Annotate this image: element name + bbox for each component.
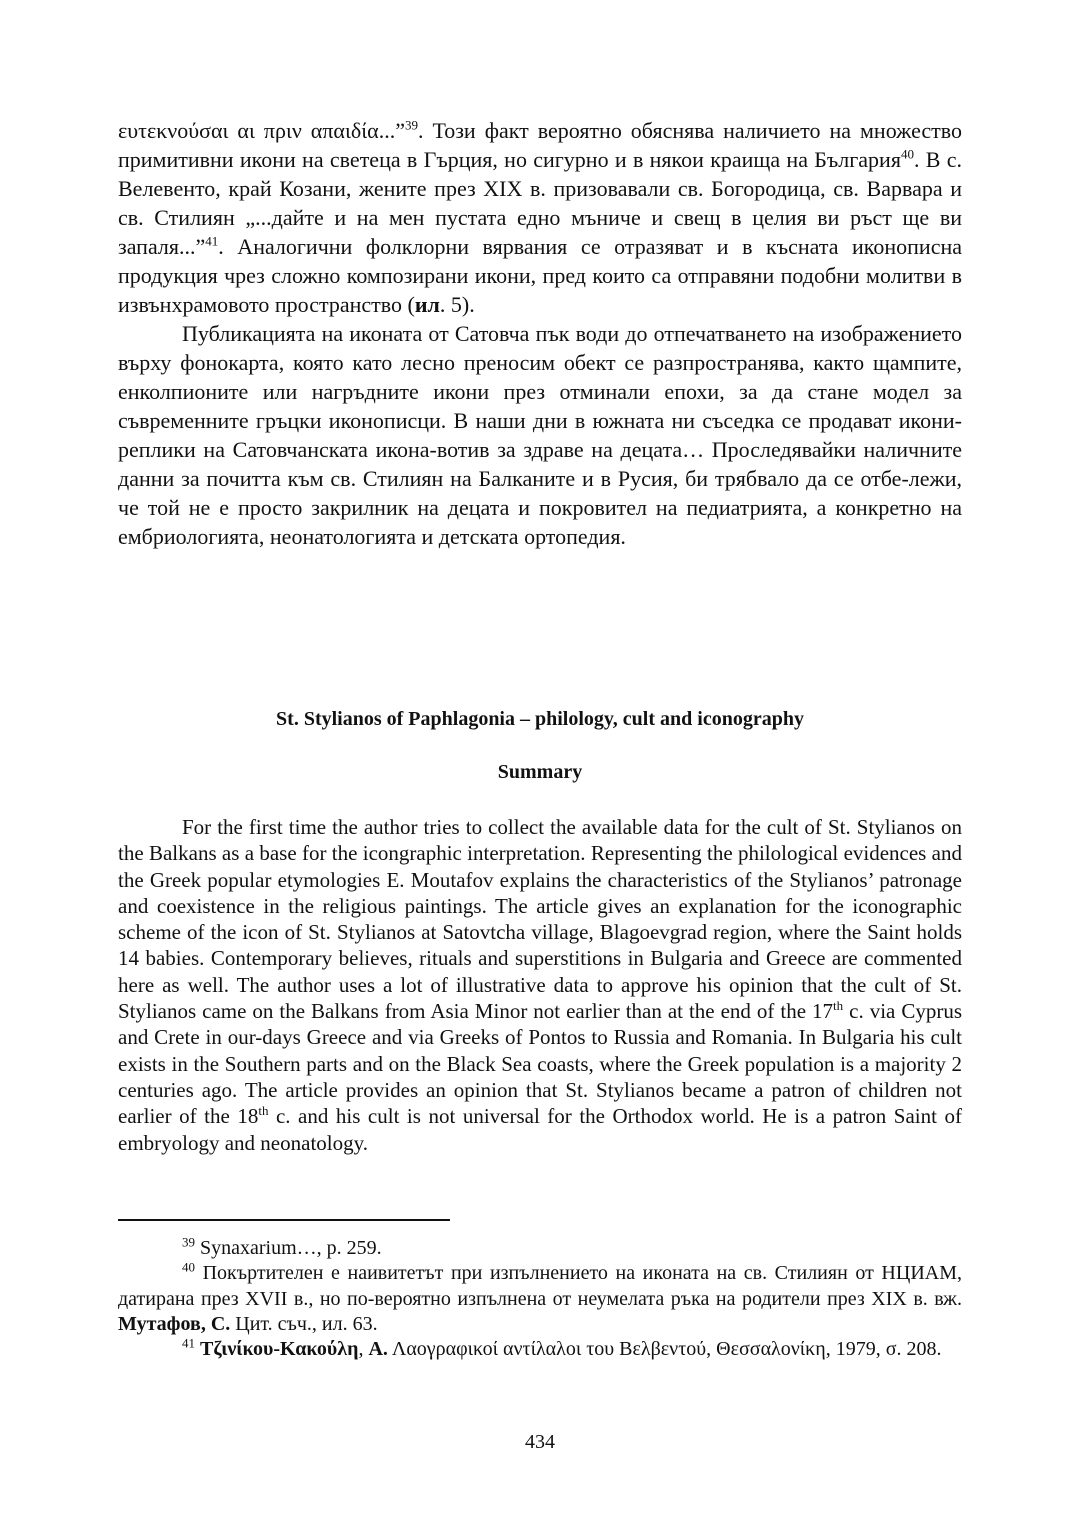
figure-ref-bold: ил: [414, 292, 440, 317]
greek-quote: ευτεκνούσαι αι πριν απαιδία...”: [118, 118, 405, 143]
text-run: . Този факт вероятно обяснява наличието на множество примитивни икони на светеца в Гърция, но сигурно и в някои краища на България: [118, 118, 962, 172]
summary-title: St. Stylianos of Paphlagonia – philology, cult and iconography: [276, 708, 804, 730]
author-bold: Мутафов, С.: [118, 1312, 231, 1335]
footnote-number: 41: [182, 1335, 195, 1351]
footnote-39: [118, 1236, 962, 1261]
text-run: c. via Cyprus and Crete in our-days Greece and via Greeks of Pontos to Russia and Romania. In Bulgaria his cult exists in the Southern parts and on the Black Sea coasts, where the Greek population is a majority 2 centuries ago. The article provides an opinion that St. Stylianos became a patron of children not earlier of the 18: [118, 999, 962, 1129]
page: [118, 116, 962, 1453]
footnote-text: Λαογραφικοί αντίλαλοι του Βελβεντού, Θεσσαλονίκη, 1979, σ. 208.: [387, 1338, 942, 1361]
text-run: . В с. Велевенто, край Козани, жените през XIX в. призовавали св. Богородица, св. Варвара и св. Стилиян „...дайте и на мен пустата едно мъниче и свещ в целия ви ръст ще ви запаля...”: [118, 147, 962, 259]
footnote-text: Цит. съч., ил. 63.: [230, 1312, 378, 1335]
text-run: . Аналогични фолклорни вярвания се отразяват и в късната иконописна продукция чрез сложно композирани икони, пред които са отправяни подобни молитви в извънхрамовото пространство (: [118, 234, 962, 317]
body-paragraph-1: [118, 116, 962, 319]
footnote-40: [118, 1261, 962, 1337]
ordinal-suffix: th: [833, 998, 844, 1014]
body-paragraph-2: Публикацията на иконата от Сатовча пък води до отпечатването на изображението върху фонокарта, която като лесно преносим обект се разпространява, както щампите, енколпионите или нагръдните икони през отминали епохи, за да стане модел за съвременните гръцки иконописци. В наши дни в южната ни съседка се продават икони-реплики на Сатовчанската икона-вотив за здраве на децата… Проследявайки наличните данни за почитта към св. Стилиян на Балканите и в Русия, би трябвало да се отбе-лежи, че той не е просто закрилник на децата и покровител на педиатрията, а конкретно на ембриологията, неонатологията и детската ортопедия.: [118, 321, 962, 549]
footnote-ref-41[interactable]: 41: [205, 233, 219, 249]
page-number: 434: [525, 1431, 555, 1453]
summary-label: Summary: [497, 761, 583, 783]
footnote-number: 39: [182, 1234, 195, 1250]
footnote-divider: [118, 1219, 450, 1221]
footnote-ref-39[interactable]: 39: [404, 117, 418, 133]
author-initial-bold: Α.: [368, 1338, 388, 1361]
ordinal-suffix: th: [258, 1103, 269, 1119]
footnote-number: 40: [182, 1259, 195, 1275]
footnote-text: Synaxarium…, p. 259.: [195, 1237, 382, 1259]
author-bold: Τζινίκου-Κακούλη: [200, 1338, 359, 1361]
footnote-text: Покъртителен е наивитетът при изпълнението на иконата на св. Стилиян от НЦИАМ, датирана през XVII в., но по-вероятно изпълнена от неумелата ръка на родители през XIX в. вж.: [118, 1262, 962, 1310]
text-run: For the first time the author tries to collect the available data for the cult of St. Stylianos on the Balkans as a base for the icongraphic interpretation. Representing the philological evidences and the Greek popular etymologies E. Moutafov explains the characteristics of the Stylianos’ patronage and coexistence in the religious paintings. The article gives an explanation for the iconographic scheme of the icon of St. Stylianos at Satovtcha village, Blagoevgrad region, where the Saint holds 14 babies. Contemporary believes, rituals and superstitions in Bulgaria and Greece are commented here as well. The author uses a lot of illustrative data to approve his opinion that the cult of St. Stylianos came on the Balkans from Asia Minor not earlier than at the end of the 17: [118, 815, 962, 1024]
text-run: . 5).: [439, 292, 475, 317]
footnote-ref-40[interactable]: 40: [900, 146, 914, 162]
text-run: c. and his cult is not universal for the Orthodox world. He is a patron Saint of embryology and neonatology.: [118, 1104, 962, 1155]
summary-paragraph: [118, 814, 962, 1156]
footnote-text: ,: [358, 1338, 369, 1361]
footnote-41: [118, 1337, 962, 1362]
footnotes: [118, 1236, 962, 1362]
